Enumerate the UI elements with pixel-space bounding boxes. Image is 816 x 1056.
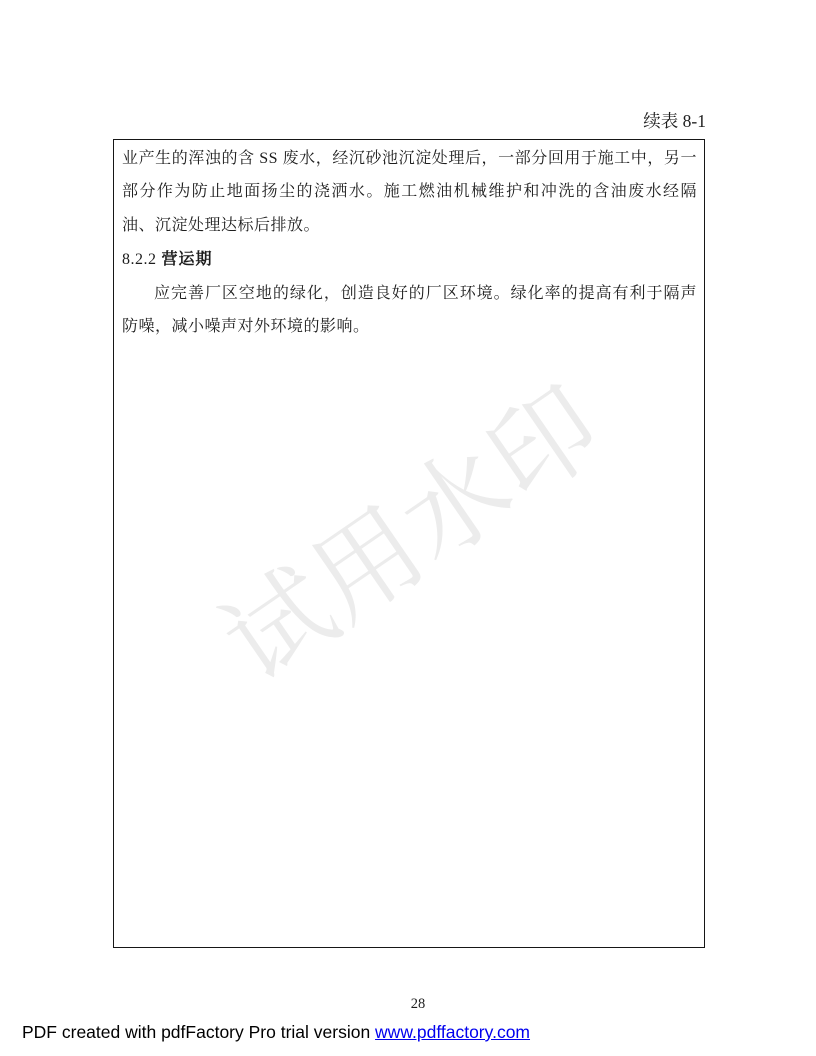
- pdffactory-link[interactable]: www.pdffactory.com: [375, 1022, 531, 1042]
- paragraph-greening: 应完善厂区空地的绿化，创造良好的厂区环境。绿化率的提高有利于隔声防噪，减小噪声对外环境的影响。: [122, 284, 697, 336]
- paragraph-construction-wastewater: 业产生的浑浊的含 SS 废水，经沉砂池沉淀处理后，一部分回用于施工中，另一部分作为防止地面扬尘的浇洒水。施工燃油机械维护和冲洗的含油废水经隔油、沉淀处理达标后排放。: [122, 150, 697, 234]
- footer-note-text: PDF created with pdfFactory Pro trial version: [22, 1022, 376, 1042]
- continued-table-label: 续表 8-1: [643, 111, 706, 131]
- section-title: 营运期: [161, 249, 213, 269]
- pdf-factory-footer: [22, 1022, 530, 1043]
- section-number: 8.2.2: [122, 251, 157, 269]
- section-heading: [122, 242, 697, 276]
- trial-watermark-text: 试用水印: [201, 362, 624, 706]
- page-number: 28: [410, 996, 426, 1012]
- table-continuation-box: [113, 139, 705, 948]
